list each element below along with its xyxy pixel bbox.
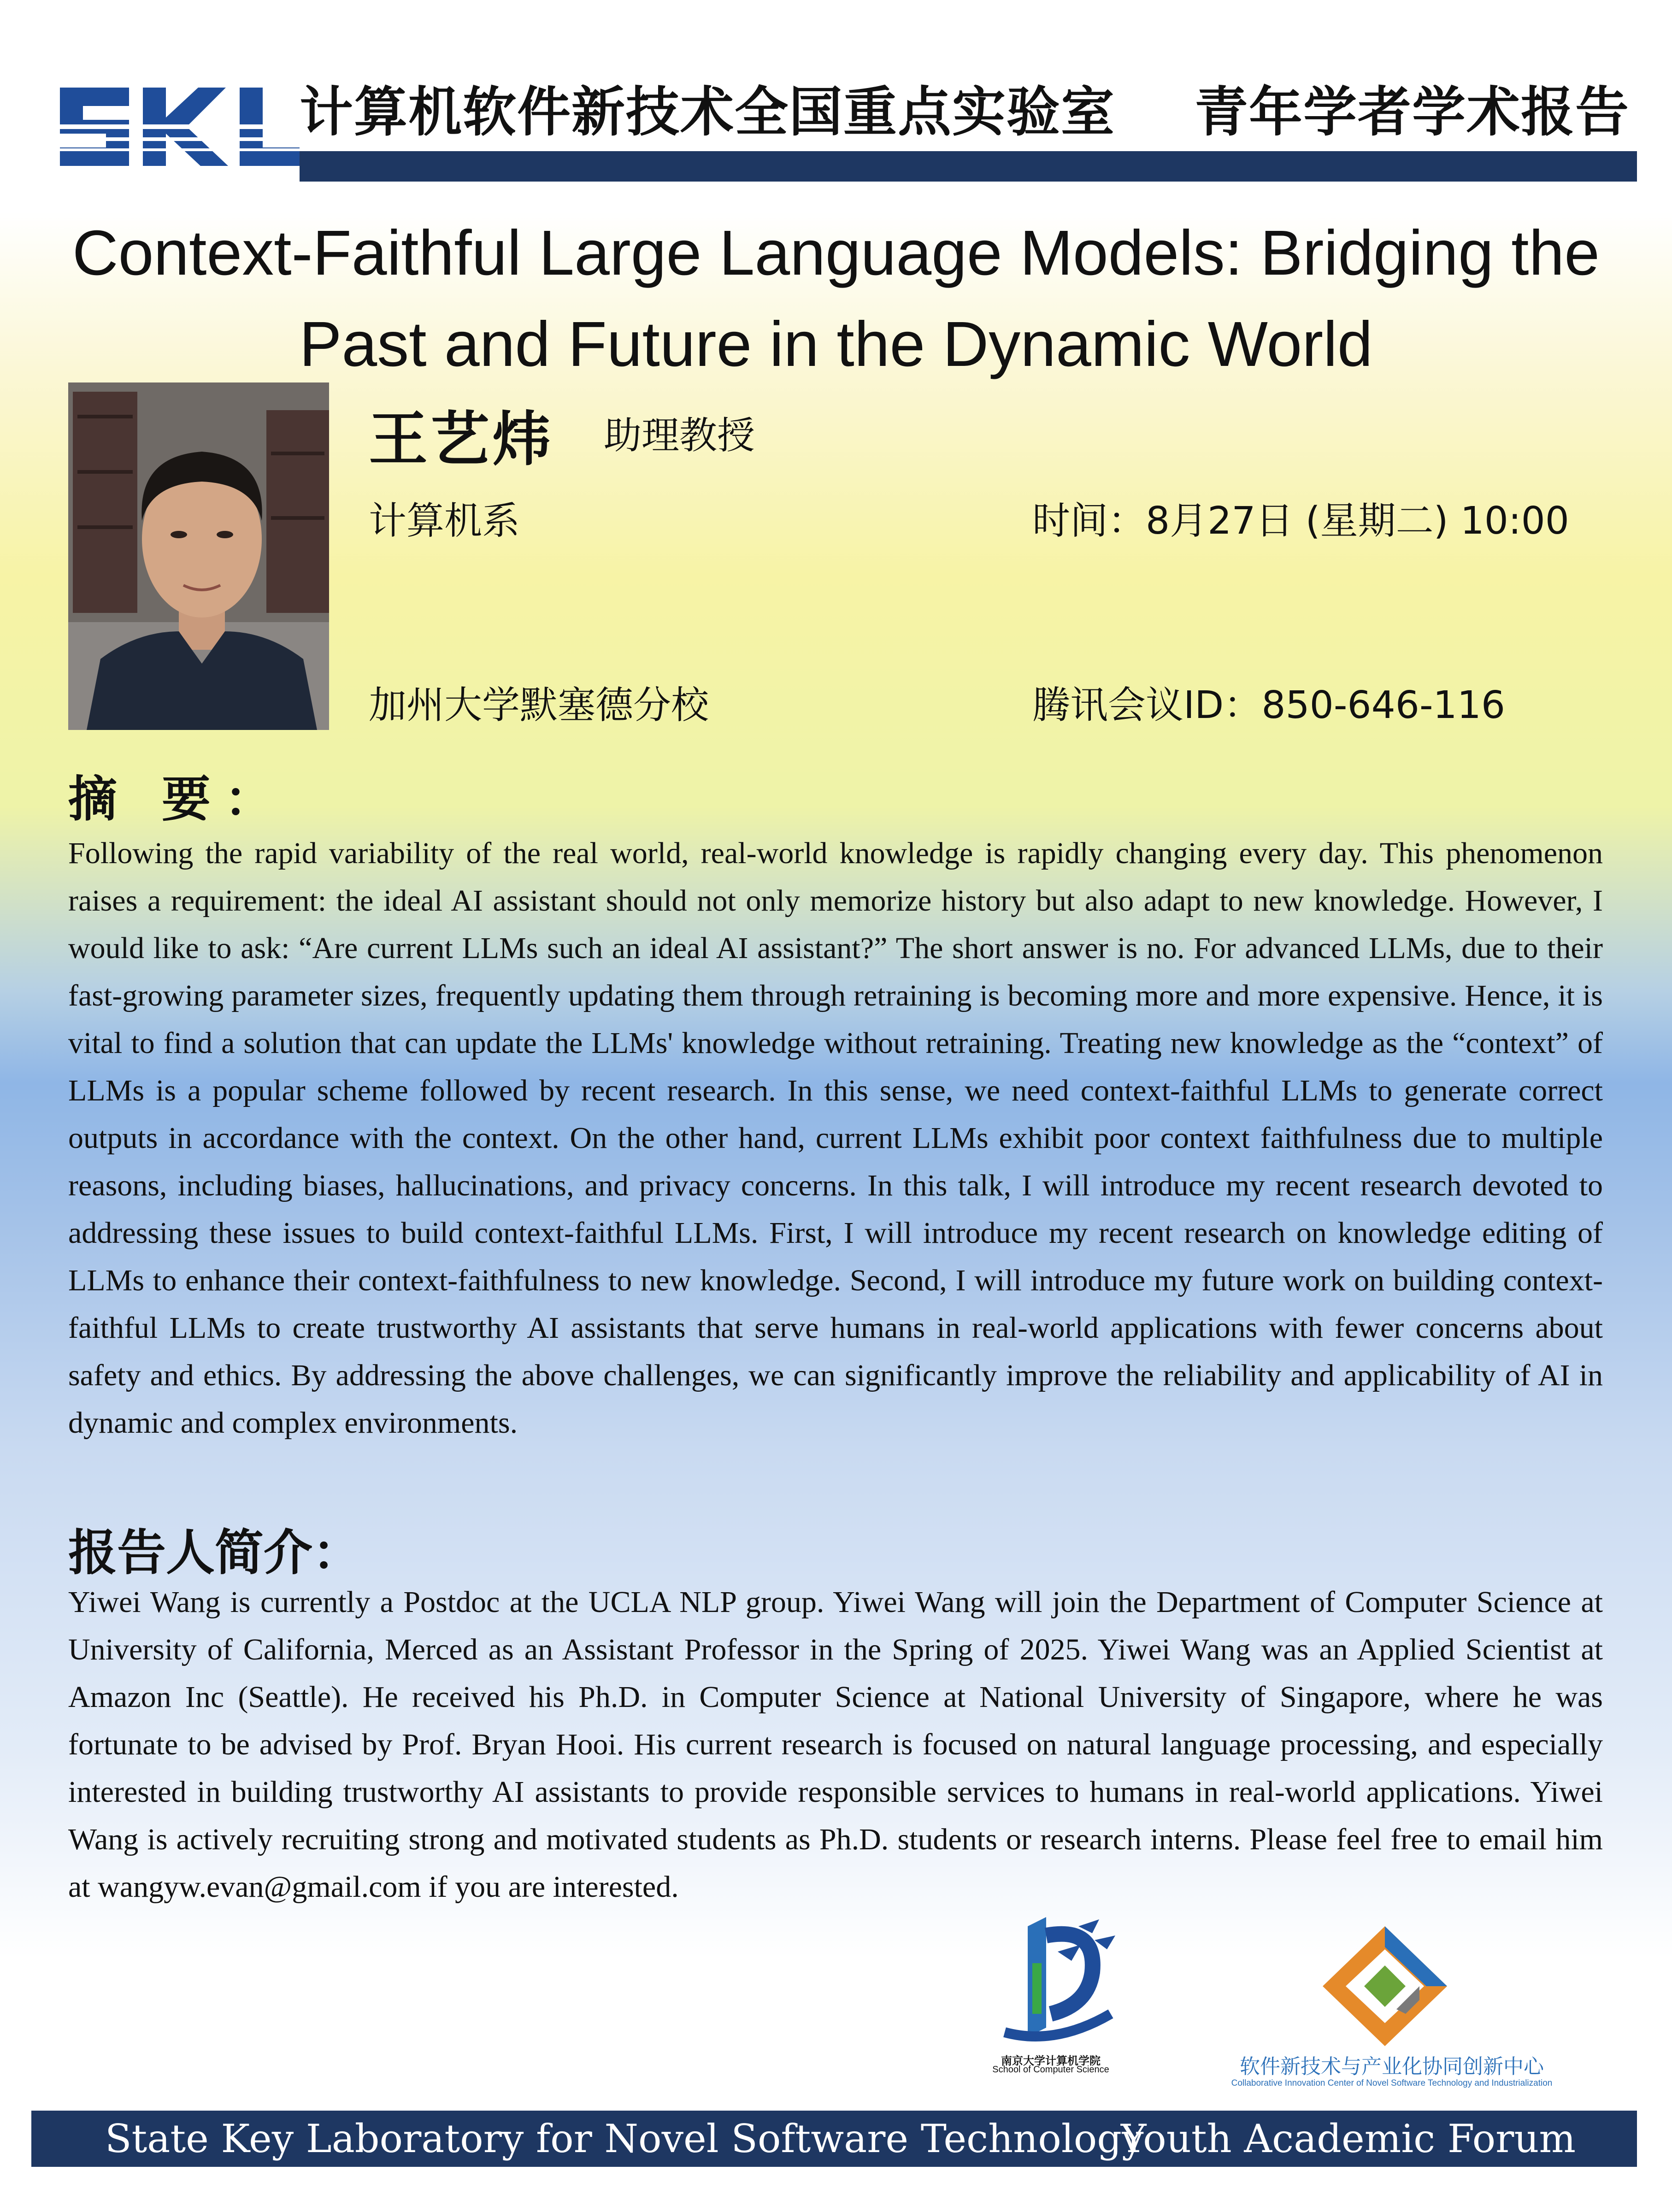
speaker-university: 加州大学默塞德分校 — [369, 683, 709, 727]
nju-cs-logo — [977, 1908, 1124, 2051]
footer-forum-name: Youth Academic Forum — [1121, 2116, 1576, 2161]
bio-heading: 报告人简介： — [68, 1524, 361, 1581]
skl-logo — [51, 78, 309, 180]
meeting-id: 腾讯会议ID：850-646-116 — [1032, 683, 1506, 727]
innovation-center-name-en: Collaborative Innovation Center of Novel Software Technology and Industrialization — [1231, 2078, 1553, 2088]
speaker-department: 计算机系 — [369, 499, 520, 543]
abstract-text: Following the rapid variability of the real world, real-world knowledge is rapidly changing every day. This phenomenon raises a requirement: the ideal AI assistant should not only memorize history but also adapt to new knowledge. However, I would like to ask: “Are current LLMs such an ideal AI assistant?” The short answer is no. For advanced LLMs, due to their fast-growing parameter sizes, frequently updating them through retraining is becoming more and more expensive. Hence, it is vital to find a solution that can update the LLMs' knowledge without retraining. Treating new knowledge as the “context” of LLMs is a popular scheme followed by recent research. In this sense, we need context-faithful LLMs to generate correct outputs in accordance with the context. On the other hand, current LLMs exhibit poor context faithfulness due to multiple reasons, including biases, hallucinations, and privacy concerns. In this talk, I will introduce my recent research devoted to addressing these issues to build context-faithful LLMs. First, I will introduce my recent research on knowledge editing of LLMs to enhance their context-faithfulness to new knowledge. Second, I will introduce my future work on building context-faithful LLMs to create trustworthy AI assistants that serve humans in real-world applications with fewer concerns about safety and ethics. By addressing the above challenges, we can significantly improve the reliability and applicability of AI in dynamic and complex environments. — [68, 836, 1603, 1440]
cs-school-name-cn: 南京大学计算机学院 — [1001, 2054, 1101, 2067]
bio-text: Yiwei Wang is currently a Postdoc at the UCLA NLP group. Yiwei Wang will join the Department of Computer Science at University of California, Merced as an Assistant Professor in the Spring of 2025. Yiwei Wang was an Applied Scientist at Amazon Inc (Seattle). He received his Ph.D. in Computer Science at National University of Singapore, where he was fortunate to be advised by Prof. Bryan Hooi. His current research is focused on natural language processing, and especially interested in building trustworthy AI assistants to provide responsible services to humans in real-world applications. Yiwei Wang is actively recruiting strong and motivated students as Ph.D. students or research interns. Please feel free to email him at wangyw.evan@gmail.com if you are interested. — [68, 1585, 1603, 1904]
innovation-center-name-cn: 软件新技术与产业化协同创新中心 — [1240, 2055, 1544, 2078]
lab-name: 计算机软件新技术全国重点实验室 — [300, 81, 1115, 143]
cs-school-name-en: School of Computer Science — [992, 2065, 1109, 2075]
innovation-center-logo — [1313, 1922, 1456, 2051]
forum-name: 青年学者学术报告 — [1195, 81, 1630, 143]
header-bar — [300, 151, 1637, 182]
talk-time: 时间：8月27日 (星期二) 10:00 — [1032, 499, 1569, 543]
footer-lab-name: State Key Laboratory for Novel Software Technology — [105, 2116, 1144, 2161]
speaker-name: 王艺炜 — [369, 405, 554, 474]
speaker-title: 助理教授 — [604, 414, 755, 458]
abstract-heading: 摘 要： — [68, 771, 287, 828]
speaker-photo — [68, 382, 329, 730]
talk-title: Context-Faithful Large Language Models: Bridging the Past and Future in the Dynamic World — [72, 218, 1600, 380]
